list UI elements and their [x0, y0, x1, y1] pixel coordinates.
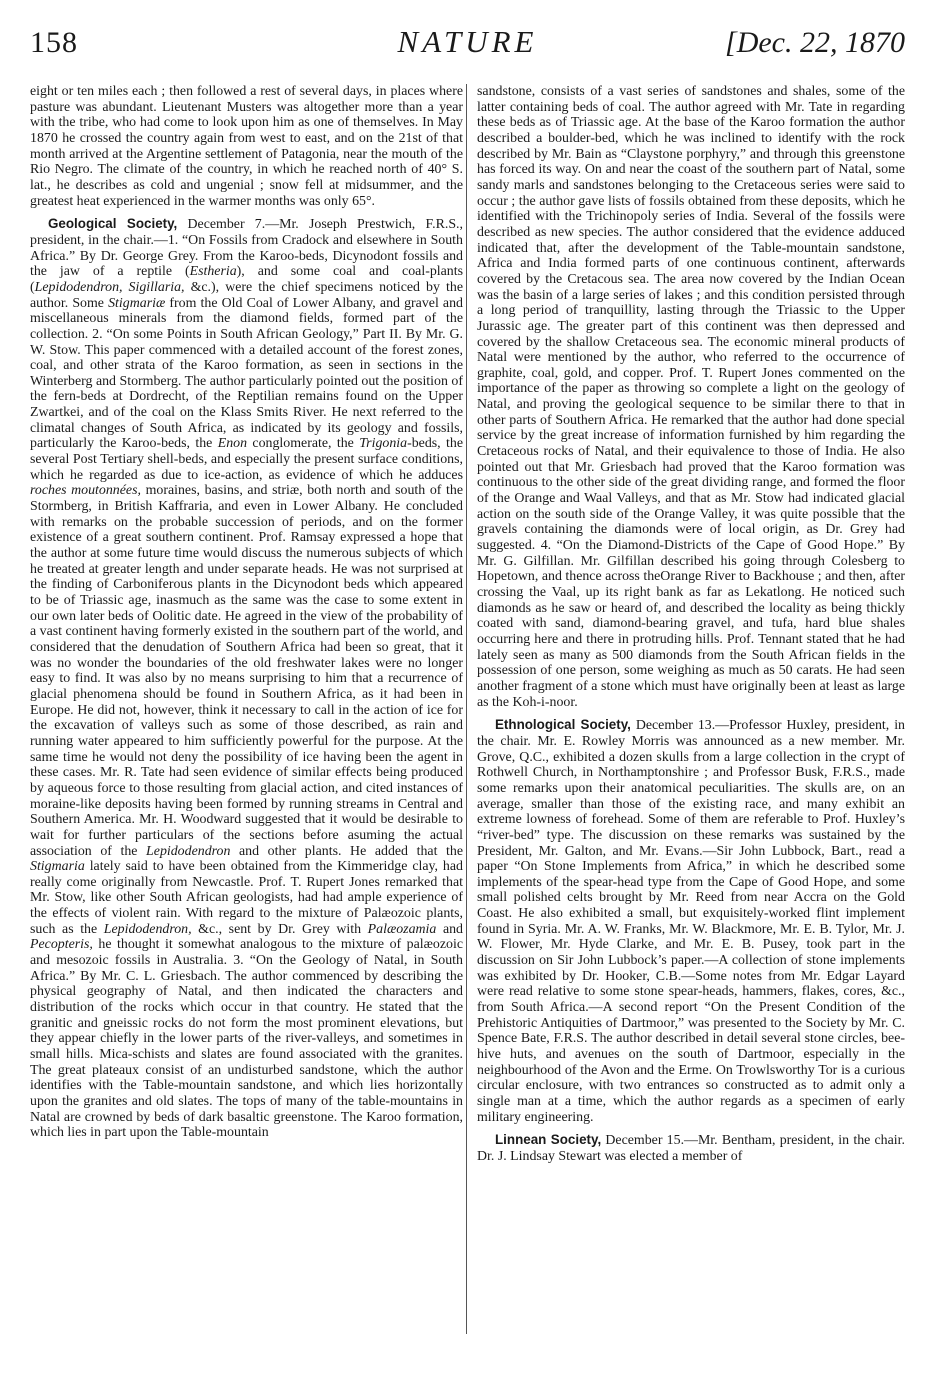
right-column [477, 84, 905, 1165]
page-header [30, 22, 905, 72]
text-run: December 13.—Professor Huxley, president, in the chair. Mr. E. Rowley Morris was announced as a new member. Mr. Grove, Q.C., exhibited a dozen skulls from a large collection in the crypt of Rothwell Church, in Northamptonshire ; and Professor Busk, F.R.S., made some remarks upon their anatomical peculiarities. The skulls are, on an average, smaller than those of the existing race, and many exhibit an extreme lowness of forehead. Some of them are referable to Prof. Huxley’s “river-bed” type. The discussion on these remarks was sustained by the President, Mr. Galton, and Mr. Evans.—Sir John Lubbock, Bart., read a paper “On Stone Implements from Africa,” in which he described some implements of the spear-head type from the Cape of Good Hope, and some small polished celts brought by Mr. Reed from near Accra on the Gold Coast. He also exhibited a small, but exquisitely-worked flint implement found in Syria. Mr. A. W. Franks, Mr. W. Blackmore, Mr. E. B. Tylor, Mr. J. W. Flower, Mr. Hyde Clarke, and Mr. E. B. Pusey, took part in the discussion on Sir John Lubbock’s paper.—A collection of stone implements was exhibited by Dr. Hooker, C.B.—Some notes from Mr. Edgar Layard were read relative to some stone spear-heads, hammers, flakes, cores, &c., from South Africa.—A second report “On the Present Condition of the Prehistoric Antiquities of Dartmoor,” was presented to the Society by Mr. C. Spence Bate, F.R.S. The author described in detail several stone circles, bee-hive huts, and avenues on the south of Dartmoor, especially in the neighbourhood of the Avon and the Erme. On Trowlsworthy Tor is a curious circular enclosure, with two entrances so constructed as to admit only a single man at a time, which the author regards as a specimen of early military engineering. [477, 718, 905, 1125]
italic-term: roches moutonnées, [30, 483, 141, 499]
italic-term: Stigmariæ [108, 295, 166, 311]
italic-term: Palæozamia [367, 921, 437, 937]
ethnological-society-paragraph [477, 717, 905, 1125]
society-heading: Linnean Society, [495, 1132, 602, 1148]
text-run: &c., sent by Dr. Grey with [191, 921, 368, 937]
text-run: lately said to have been obtained from the Kimmeridge clay, had really come originally from Newcastle. Prof. T. Rupert Jones remarked that Mr. Stow, like other South African geologists, had had ample experience of the effects of violent rain. With regard to the mixture of Palæozoic plants, such as the [30, 859, 463, 937]
page-number: 158 [30, 26, 78, 59]
text-run: -beds, the several Post Tertiary shell-beds, and especially the present surface conditions, which he regarded as due to ice-action, as evidence of which he adduces [30, 436, 463, 483]
italic-term: Lepidodendron, [103, 921, 192, 937]
column-divider [466, 84, 467, 1334]
text-run: and other plants. He added that the [230, 843, 463, 859]
left-column [30, 84, 463, 1141]
patagonia-paragraph: eight or ten miles each ; then followed a rest of several days, in places where pasture was abundant. Lieutenant Musters was altogether more than a year with the tribe, who had come to look upon him as one of themselves. In May 1870 he crossed the country again from west to east, and on the 21st of that month arrived at the Argentine settlement of Patagonia, near the mouth of the Rio Negro. The climate of the country, in which he reached north of 40° S. lat., he describes as cold and ungenial ; snow fell at midsummer, and the greatest heat experienced in the warmer months was only 65°. [30, 84, 463, 209]
society-heading: Ethnological Society, [495, 717, 631, 733]
text-run: December 7.—Mr. Joseph Prestwich, F.R.S., president, in the chair.—1. “On Fossils from Cradock and elsewhere in South Africa.” By Dr. George Grey. From the Karoo-beds, Dicynodont fossils and the jaw of a reptile ( [30, 217, 463, 280]
text-run: December 15.—Mr. Bentham, president, in the chair. Dr. J. Lindsay Stewart was elected a member of [477, 1133, 905, 1164]
italic-term: Lepidodendron [146, 843, 231, 859]
italic-term: Lepidodendron, Sigillaria, [34, 279, 185, 295]
italic-term: Pecopteris, [30, 937, 93, 953]
linnean-society-paragraph [477, 1132, 905, 1164]
text-run: from the Old Coal of Lower Albany, and gravel and miscellaneous minerals from the diamond fields, formed part of the collection. 2. “On some Points in South African Geology,” Part II. By Mr. G. W. Stow. This paper commenced with a detailed account of the forest zones, coal, and other strata of the Karoo formation, as seen in sections in the Winterberg and Stormberg. The author particularly pointed out the position of the fern-beds at Dordrecht, of the Reptilian remains found on the Upper Zwartkei, and of the coal on the Klass Smits River. He next referred to the climatal changes of South Africa, as indicated by its geology and fossils, particularly the Karoo-beds, the [30, 295, 463, 452]
text-run: conglomerate, the [247, 436, 360, 452]
text-run: &c.), were the chief specimens noticed by the author. Some [30, 279, 463, 311]
italic-term: Trigonia [359, 436, 408, 452]
italic-term: Estheria [189, 264, 237, 280]
society-heading: Geological Society, [48, 216, 178, 232]
italic-term: Enon [217, 436, 248, 452]
natal-continuation-paragraph: sandstone, consists of a vast series of sandstones and shales, some of the latter containing beds of coal. The author agreed with Mr. Tate in regarding these beds as of Triassic age. At the base of the Karoo formation the author described a boulder-bed, which he was inclined to identify with the rock described by Mr. Bain as “Claystone porphyry,” and through this greenstone has forced its way. On and near the coast of the southern part of Natal, some sandy marls and sandstones belonging to the Cretaceous series were said to occur ; the author gave lists of fossils obtained from these deposits, which he identified with the Trichinopoly series of India. Several of the fossils were described as new species. The author considered that the evidence adduced indicated that, after the development of the Table-mountain sandstone, Africa and India formed parts of one continuous continent, afterwards covered by the Cretacous sea. The area now covered by the Indian Ocean was the basin of a large series of lakes ; and this condition persisted through a long period of tranquillity, lasting through the Triassic to the Upper Jurassic age. The greater part of this continent was then depressed and covered by the shallow Cretaceous sea. The economic mineral products of Natal were mentioned by the author, who referred to the occurrence of graphite, coal, gold, and copper. Prof. T. Rupert Jones commented on the importance of the paper as throwing so complete a light on the geology of Natal, and proving the geological sequence to be similar there to that in other parts of Southern Africa. He remarked that the author had done special service by the great increase of information furnished by him regarding the Cretaceous rocks of Natal, and their equivalence to those of India. He also pointed out that Mr. Griesbach had proved that the Karoo formation was continuous to the other side of the great dividing range, and formed the floor of the Orange and Waal Valleys, and that as Mr. Stow had indicated glacial action on the south side of the Orange Valley, it was quite possible that the gravels containing the diamonds were of local origin, as Dr. Grey had suggested. 4. “On the Diamond-Districts of the Cape of Good Hope.” By Mr. G. Gilfillan. Mr. Gilfillan described his going through Colesberg to Hopetown, and thence across theOrange River to Backhouse ; and then, after crossing the Vaal, up its right bank as far as Lekatlong. He noticed such diamonds as he saw or heard of, and described the locality as being thickly coated with sand, diamond-bearing gravel, and tufa, hard blue shales occurring here and there in protruding hills. Prof. Tennant stated that he had lately seen as many as 500 diamonds from the South African fields in the possession of one person, some weighing as much as 50 carats. He had seen another fragment of a stone which must have originally been at least as large as the Koh-i-noor. [477, 84, 905, 710]
geological-society-paragraph [30, 216, 463, 1141]
text-run: moraines, basins, and striæ, both north and south of the Stormberg, in British Kaffraria, and even in Lower Albany. He concluded with remarks on the probable succession of periods, and on the former existence of a great southern continent. Prof. Ramsay expressed a hope that the author at some future time would discuss the numerous subjects of which he treated at greater length and under separate heads. He was not surprised at the finding of Carboniferous plants in the Dicynodont beds which appeared to be of Triassic age, inasmuch as the same was the case to some extent in our own later beds of Oolitic date. He agreed in the view of the probability of a vast continent having formerly existed in the southern part of the world, and considered that the denudation of Southern Africa had been so great, that it was no wonder the boundaries of the old freshwater lakes were no longer easy to find. It was also by no means surprising to him that a recurrence of glacial phenomena should be found in Southern Africa, as it had been in Europe. He did not, however, think it necessary to call in the action of ice for the excavation of valleys such as some of those described, as rain and running water appeared to him sufficiently powerful for the purpose. At the same time he would not deny the possibility of ice having been the agent in these cases. Mr. R. Tate had seen evidence of similar effects being produced by aqueous force to those resulting from glacial action, and cited instances of moraine-like deposits having been formed by running streams in Central and Southern America. Mr. H. Woodward suggested that it would be desirable to wait for further particulars of the sections before asuming the actual association of the [30, 483, 463, 859]
journal-title: NATURE [397, 24, 538, 59]
issue-date: [Dec. 22, 1870 [725, 26, 905, 59]
text-run: he thought it somewhat analogous to the mixture of palæozoic and mesozoic fossils in Australia. 3. “On the Geology of Natal, in South Africa.” By Mr. C. L. Griesbach. The author commenced by describing the physical geography of Natal, and then indicated the characters and distribution of the rocks which occur in that country. He stated that the granitic and gneissic rocks do not form the most prominent elevations, but they appear chiefly in the lower parts of the river-valleys, and sometimes in small hills. Mica-schists and slates are found associated with the granites. The great plateaux consist of an undisturbed sandstone, which the author identifies with the Table-mountain sandstone, and which lies horizontally upon the granites and old slates. The tops of many of the table-mountains in Natal are crowned by beds of dark basaltic greenstone. The Karoo formation, which lies in part upon the Table-mountain [30, 937, 463, 1141]
italic-term: Stigmaria [30, 859, 85, 875]
text-run: ), and some coal and coal-plants ( [30, 264, 463, 295]
text-run: and [436, 921, 463, 937]
